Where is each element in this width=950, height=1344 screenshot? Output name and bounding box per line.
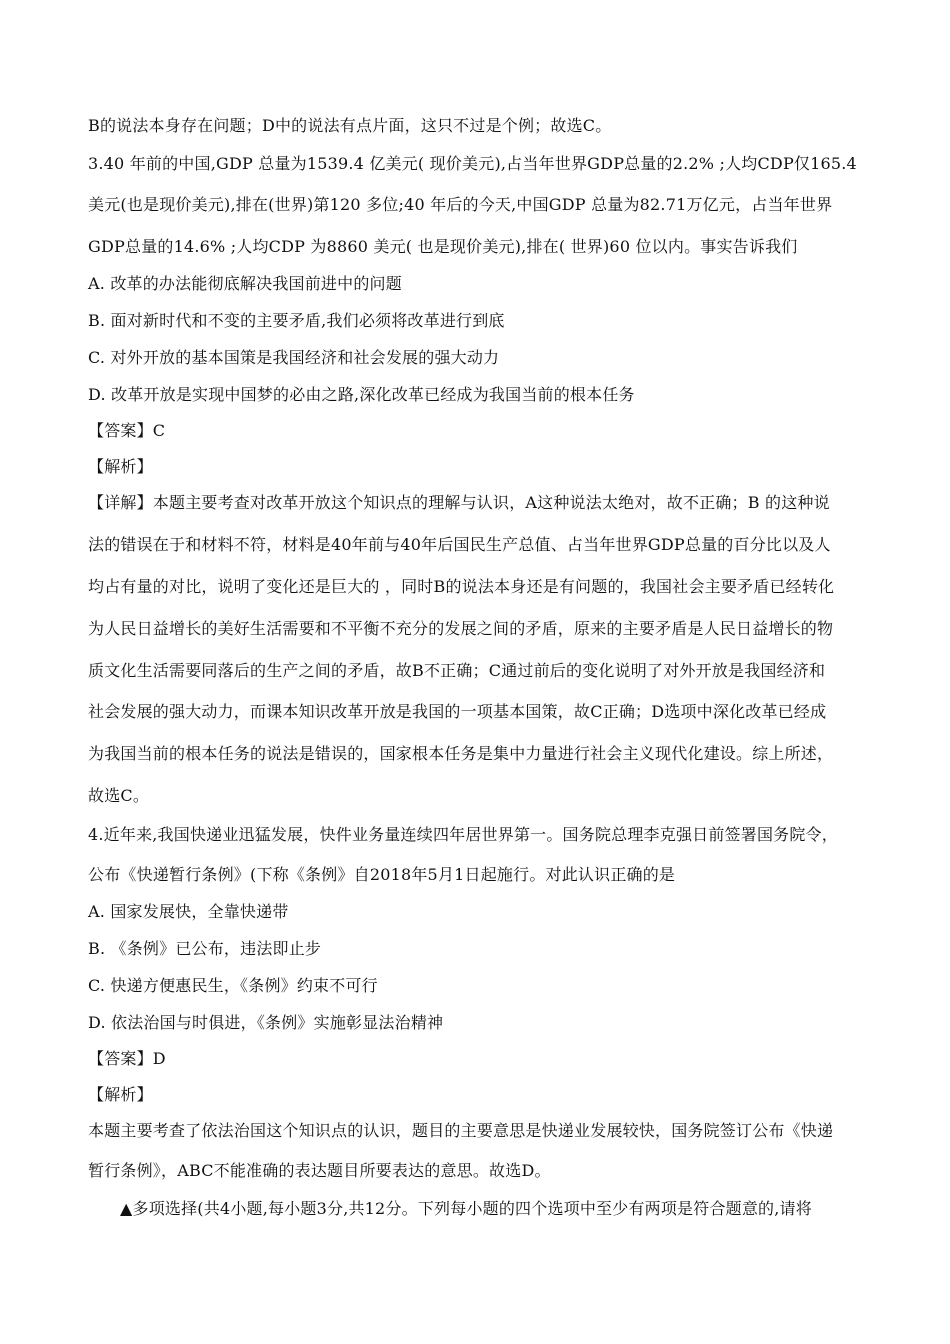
q2-conclusion-line: B的说法本身存在问题；D中的说法有点片面，这只不过是个例；故选C。 — [88, 116, 612, 135]
q4-option-c: C. 快递方便惠民生，《条例》约束不可行 — [88, 976, 378, 995]
q4-answer: 【答案】D — [88, 1049, 166, 1068]
q4-explanation-line-2: 暂行条例》，ABC不能准确的表达题目所要表达的意思。故选D。 — [88, 1161, 551, 1180]
q4-analysis-heading: 【解析】 — [88, 1085, 153, 1104]
q3-option-a: A. 改革的办法能彻底解决我国前进中的问题 — [88, 274, 402, 293]
q3-answer: 【答案】C — [88, 421, 166, 440]
q3-explanation-line-6: 社会发展的强大动力，而课本知识改革开放是我国的一项基本国策，故C正确；D选项中深化改革已经成 — [88, 702, 827, 721]
q4-option-b: B. 《条例》已公布，违法即止步 — [88, 939, 322, 958]
q4-explanation-line-1: 本题主要考查了依法治国这个知识点的认识，题目的主要意思是快递业发展较快，国务院签订公布《快递 — [88, 1121, 834, 1140]
q4-stem-line-1: 4.近年来,我国快递业迅猛发展，快件业务量连续四年居世界第一。国务院总理李克强日前签署国务院令， — [88, 825, 838, 844]
q3-explanation-line-1: 【详解】本题主要考查对改革开放这个知识点的理解与认识，A这种说法太绝对，故不正确；B 的这种说 — [88, 493, 830, 512]
q3-option-d: D. 改革开放是实现中国梦的必由之路,深化改革已经成为我国当前的根本任务 — [88, 385, 635, 404]
q3-option-c: C. 对外开放的基本国策是我国经济和社会发展的强大动力 — [88, 348, 500, 367]
multiple-choice-section-heading: ▲多项选择(共4小题,每小题3分,共12分。下列每小题的四个选项中至少有两项是符合题意的,请将 — [120, 1199, 812, 1218]
q4-option-a: A. 国家发展快，全靠快递带 — [88, 902, 289, 921]
q3-stem-line-1: 3.40 年前的中国,GDP 总量为1539.4 亿美元( 现价美元),占当年世界GDP总量的2.2% ;人均CDP仅165.4 — [88, 154, 857, 173]
q3-analysis-heading: 【解析】 — [88, 457, 153, 476]
q3-explanation-line-4: 为人民日益增长的美好生活需要和不平衡不充分的发展之间的矛盾，原来的主要矛盾是人民日益增长的物 — [88, 619, 834, 638]
q3-explanation-line-2: 法的错误在于和材料不符，材料是40年前与40年后国民生产总值、占当年世界GDP总量的百分比以及人 — [88, 535, 831, 554]
q3-stem-line-3: GDP总量的14.6% ;人均CDP 为8860 美元( 也是现价美元),排在( 世界)60 位以内。事实告诉我们 — [88, 237, 798, 256]
q4-option-d: D. 依法治国与时俱进，《条例》实施彰显法治精神 — [88, 1013, 444, 1032]
q3-explanation-line-3: 均占有量的对比，说明了变化还是巨大的 ，同时B的说法本身还是有问题的，我国社会主要矛盾已经转化 — [88, 577, 835, 596]
q4-stem-line-2: 公布《快递暂行条例》(下称《条例》自2018年5月1日起施行。对此认识正确的是 — [88, 865, 676, 884]
q3-explanation-line-8: 故选C。 — [88, 786, 150, 805]
q3-stem-line-2: 美元(也是现价美元),排在(世界)第120 多位;40 年后的今天,中国GDP 总量为82.71万亿元，占当年世界 — [88, 195, 833, 214]
q3-explanation-line-5: 质文化生活需要同落后的生产之间的矛盾，故B不正确；C通过前后的变化说明了对外开放是我国经济和 — [88, 661, 826, 680]
q3-explanation-line-7: 为我国当前的根本任务的说法是错误的，国家根本任务是集中力量进行社会主义现代化建设。综上所述， — [88, 744, 834, 763]
q3-option-b: B. 面对新时代和不变的主要矛盾,我们必须将改革进行到底 — [88, 311, 505, 330]
